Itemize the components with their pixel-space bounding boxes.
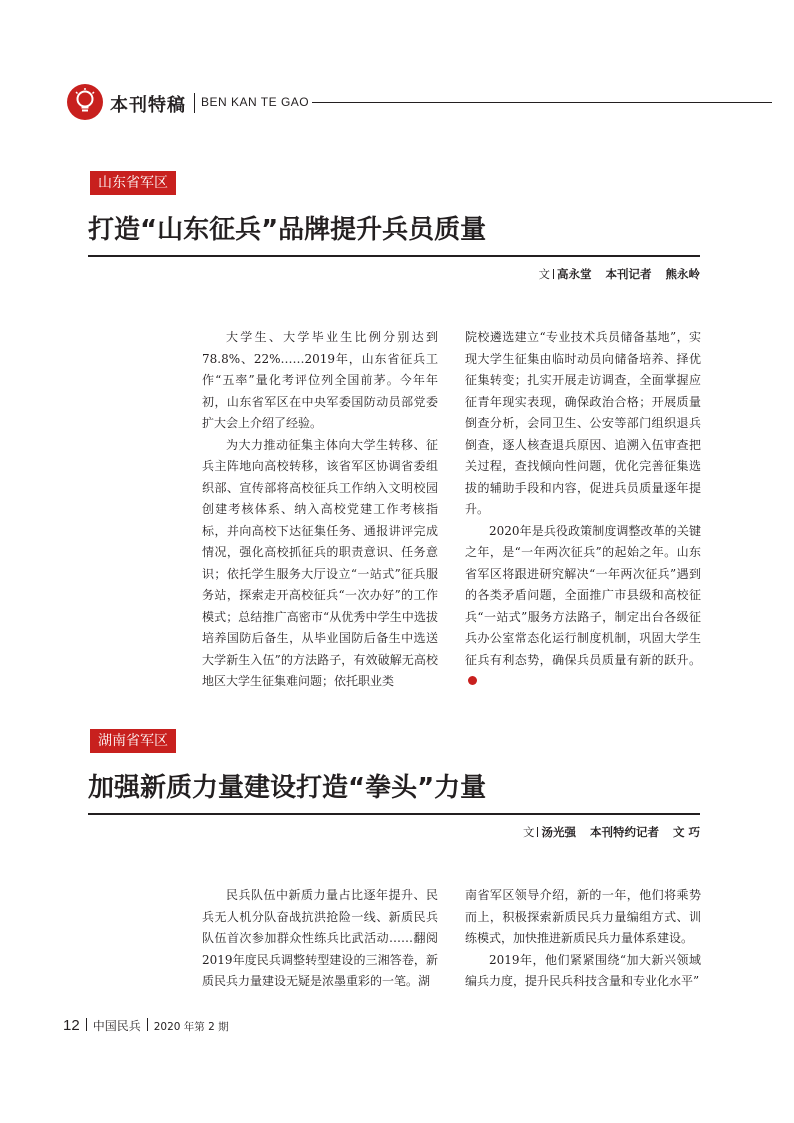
byline-wen: 文 [522,825,535,839]
article2-title-rule [88,813,700,815]
paragraph: 南省军区领导介绍，新的一年，他们将乘势而上，积极探索新质民兵力量编组方式、训练模式，加快推进新质民兵力量体系建设。 [465,888,701,945]
paragraph: 民兵队伍中新质力量占比逐年提升、民兵无人机分队奋战抗洪抢险一线、新质民兵队伍首次参加群众性练兵比武活动……翻阅2019年度民兵调整转型建设的三湘答卷，新质民兵力量建设无疑是浓墨重彩的一笔。湖 [202,888,438,988]
paragraph: 院校遴选建立“专业技术兵员储备基地”，实现大学生征集由临时动员向储备培养、择优征集转变；扎实开展走访调查，全面掌握应征青年现实表现，确保政治合格；开展质量倒查分析，会同卫生、公安等部门组织退兵倒查，逐人核查退兵原因、追溯入伍审查把关过程，查找倾向性问题，优化完善征集选拔的辅助手段和内容，促进兵员质量逐年提升。 [465,330,701,516]
byline-reporter: 文 巧 [672,825,700,839]
article1-column-2 [465,327,701,693]
byline-role: 本刊记者 [605,267,652,281]
article2-region-tag: 湖南省军区 [90,729,176,753]
article1-byline [539,266,701,282]
page-number: 12 [63,1017,80,1034]
byline-author: 高永堂 [557,267,592,281]
lightbulb-icon [67,84,103,120]
byline-wen: 文 [538,267,550,281]
article2-title: 加强新质力量建设打造“拳头”力量 [88,773,487,803]
page-footer [63,1017,229,1037]
issue-label: 2020 年第 2 期 [153,1021,229,1033]
section-title: 本刊特稿 [110,95,186,116]
header-divider [194,93,195,113]
article2-column-1 [202,885,438,993]
article1-title: 打造“山东征兵”品牌提升兵员质量 [88,215,487,245]
end-mark-icon [468,676,477,685]
paragraph: 2019年，他们紧紧围绕“加大新兴领域编兵力度，提升民兵科技含量和专业化水平” [465,952,701,988]
byline-reporter: 熊永岭 [665,267,700,281]
byline-role: 本刊特约记者 [589,825,659,839]
article1-column-1 [202,327,438,693]
magazine-name: 中国民兵 [92,1019,141,1033]
paragraph [465,521,701,693]
article2-byline [523,824,700,840]
paragraph: 为大力推动征集主体向大学生转移、征兵主阵地向高校转移，该省军区协调省委组织部、宣传部将高校征兵工作纳入文明校园创建考核体系、纳入高校党建工作考核指标，并向高校下达征集任务、通报讲评完成情况，强化高校抓征兵的职责意识、任务意识；依托学生服务大厅设立“一站式”征兵服务站，探索走开高校征兵“一次办好”的工作模式；总结推广高密市“从优秀中学生中选拔培养国防后备生，从毕业国防后备生中选送大学新生入伍”的方法路子，有效破解无高校地区大学生征集难问题；依托职业类 [202,437,438,688]
byline-author: 汤光强 [541,825,576,839]
paragraph: 大学生、大学毕业生比例分别达到78.8%、22%……2019年，山东省征兵工作“五率”量化考评位列全国前茅。今年年初，山东省军区在中央军委国防动员部党委扩大会上介绍了经验。 [202,330,438,430]
article1-region-tag: 山东省军区 [90,171,176,195]
article2-column-2 [465,885,701,993]
article1-title-rule [88,255,700,257]
section-title-pinyin: BEN KAN TE GAO [201,95,310,109]
paragraph-text: 2020年是兵役政策制度调整改革的关键之年，是“一年两次征兵”的起始之年。山东省军区将跟进研究解决“一年两次征兵”遇到的各类矛盾问题，全面推广市县级和高校征兵“一站式”服务方法路子，制定出台各级征兵办公室常态化运行制度机制，巩固大学生征兵有利态势，确保兵员质量有新的跃升。 [465,523,701,667]
header-rule [312,102,772,103]
section-header [67,84,772,124]
